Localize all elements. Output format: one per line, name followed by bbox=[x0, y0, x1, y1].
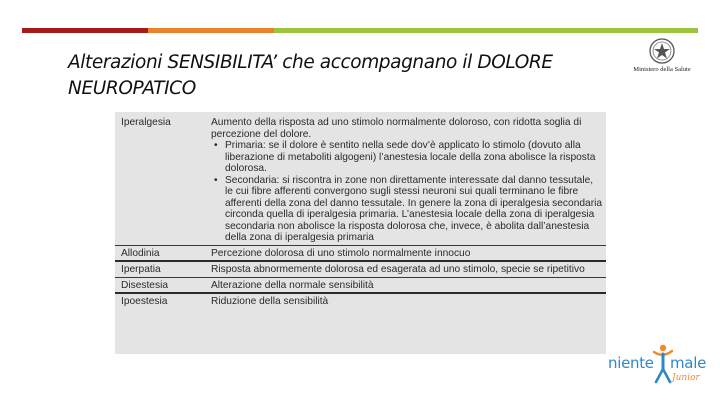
definitions-table-image bbox=[115, 112, 606, 354]
bullet-symbol: • bbox=[214, 140, 218, 151]
term-cell: Iperpatia bbox=[115, 261, 207, 277]
stripe-green-segment bbox=[274, 28, 698, 33]
definitions-table bbox=[115, 112, 606, 309]
definition-text: Aumento della risposta ad uno stimolo normalmente doloroso, con ridotta soglia di percezione del dolore. bbox=[211, 117, 582, 140]
ministry-logo bbox=[622, 38, 702, 73]
ministry-name: Ministero della Salute bbox=[633, 66, 691, 73]
italian-republic-emblem-icon bbox=[649, 38, 675, 64]
bullet-text: Primaria: se il dolore è sentito nella sede dov’è applicato lo stimolo (dovuto alla liberazione di metaboliti algogeni) l’anestesia locale della zona abolisce la risposta dolorosa. bbox=[225, 140, 596, 174]
logo-word-male: male bbox=[670, 354, 706, 372]
bullet-item bbox=[211, 175, 602, 244]
definition-cell: Alterazione della normale sensibilità bbox=[207, 277, 606, 293]
term-cell: Ipoestesia bbox=[115, 293, 207, 309]
table-row-allodinia bbox=[115, 245, 606, 261]
bullet-item bbox=[211, 140, 602, 175]
top-color-stripe bbox=[22, 28, 698, 33]
stripe-red-segment bbox=[22, 28, 148, 33]
definition-cell bbox=[207, 112, 606, 245]
table-row-iperpatia bbox=[115, 261, 606, 277]
definition-cell: Riduzione della sensibilità bbox=[207, 293, 606, 309]
bullet-symbol: • bbox=[214, 174, 218, 186]
table-row-disestesia bbox=[115, 277, 606, 293]
bullet-text: Secondaria: si riscontra in zone non direttamente interessate dal danno tessutale, le cui fibre afferenti convergono sugli stessi neuroni sui quali terminano le fibre afferenti della zona del danno tessutale. In genere la zona di iperalgesia secondaria circonda quella di iperalgesia primaria. L’anestesia locale della zona di iperalgesia secondaria non abolisce la risposta dolorosa che, invece, è abolita dall’anestesia della zona di iperalgesia primaria bbox=[225, 174, 603, 243]
term-cell: Iperalgesia bbox=[121, 117, 171, 128]
stripe-orange-segment bbox=[148, 28, 274, 33]
term-cell: Allodinia bbox=[115, 245, 207, 261]
term-cell: Disestesia bbox=[115, 277, 207, 293]
logo-word-junior: Junior bbox=[672, 373, 700, 383]
table-row-ipoestesia bbox=[115, 293, 606, 309]
definition-cell: Percezione dolorosa di uno stimolo normalmente innocuo bbox=[207, 245, 606, 261]
slide-title: Alterazioni SENSIBILITA’ che accompagnano il DOLORE NEUROPATICO bbox=[68, 52, 553, 99]
definition-cell: Risposta abnormemente dolorosa ed esagerata ad uno stimolo, specie se ripetitivo bbox=[207, 261, 606, 277]
niente-male-junior-logo bbox=[606, 340, 711, 395]
table-row-iperalgesia bbox=[115, 112, 606, 245]
bullet-list bbox=[211, 140, 602, 244]
logo-word-niente: niente bbox=[608, 354, 654, 372]
